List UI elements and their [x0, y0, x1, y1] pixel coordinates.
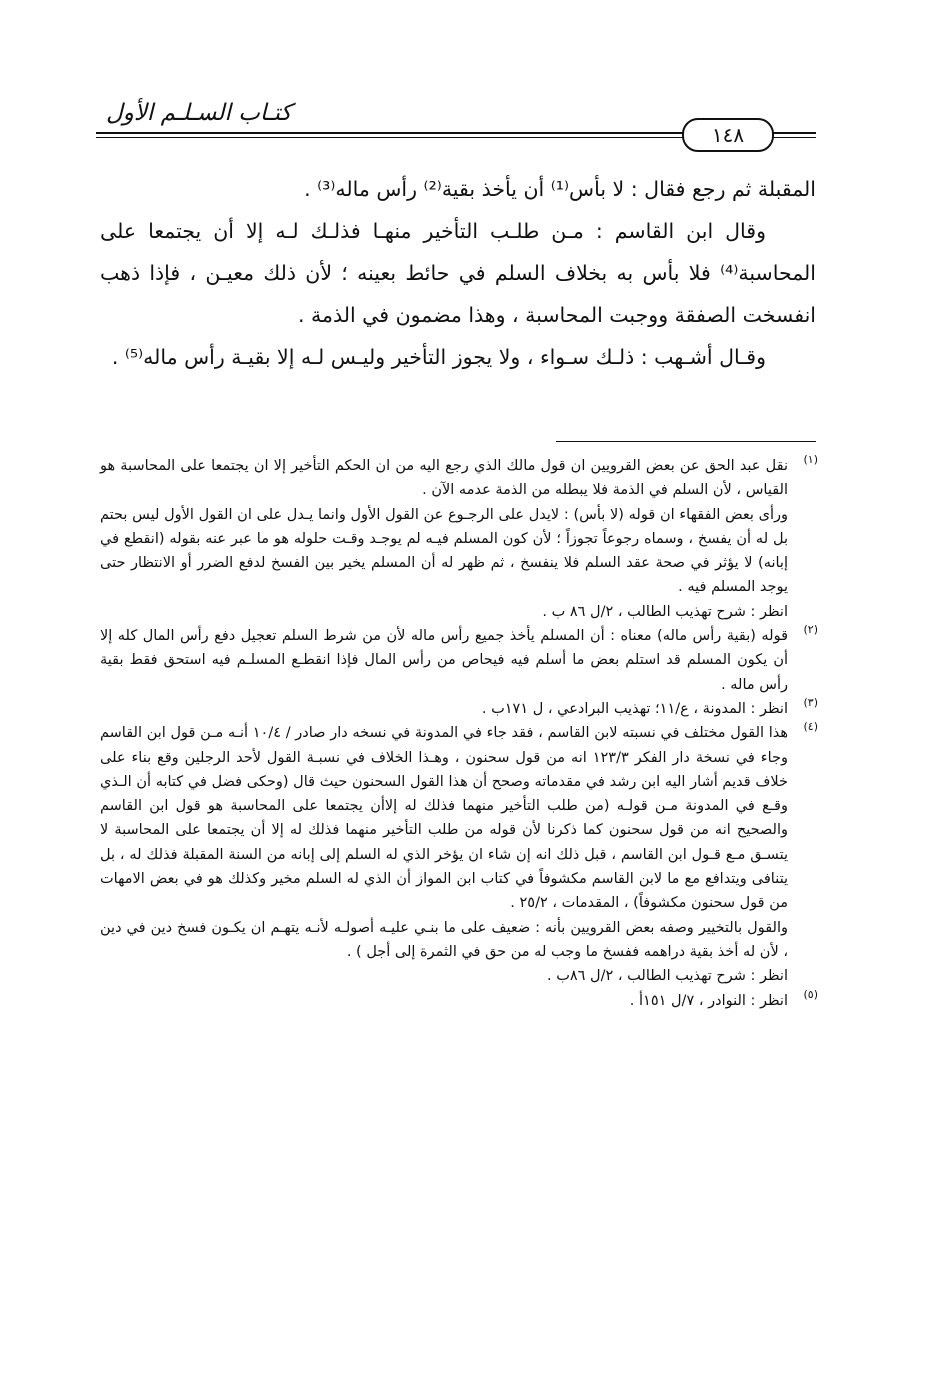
footnote-text: انظر : المدونة ، ع/١١؛ تهذيب البرادعي ، ل ١٧١ب . — [481, 700, 788, 717]
footnote-number: (٣) — [803, 695, 818, 709]
footnote-text: انظر : شرح تهذيب الطالب ، ٢/ل ٨٦ ب . — [542, 603, 788, 620]
footnote-number: (٤) — [803, 720, 818, 734]
page-number: ١٤٨ — [682, 118, 774, 152]
footnote-number: (٥) — [803, 987, 818, 1001]
footnote-text: قوله (بقية رأس ماله) معناه : أن المسلم يأخذ جميع رأس ماله لأن من شرط السلم تعجيل دفع رأس المال كله إلا أن يكون المسلم قد استلم بعض ما أسلم فيه فيحاص من رأس المال فإذا انقطـع المسلـم فيه استحق فقط بقية رأس ماله . — [100, 628, 788, 693]
header-rule-thin — [96, 137, 686, 138]
footnote-number: (٢) — [803, 623, 818, 637]
main-text — [100, 168, 816, 378]
footnote — [100, 454, 818, 624]
footnote-text: انظر : شرح تهذيب الطالب ، ٢/ل ٨٦ب . — [547, 968, 788, 985]
footnote-text: انظر : النوادر ، ٧/ل ١٥١أ . — [629, 992, 788, 1009]
main-paragraph: المقبلة ثم رجع فقال : لا بأس⁽¹⁾ أن يأخذ بقية⁽²⁾ رأس ماله⁽³⁾ . — [304, 177, 816, 201]
footnote-text: ورأى بعض الفقهاء ان قوله (لا بأس) : لايدل على الرجـوع عن القول الأول وانما يـدل على ان القول الأول ليس بحتم بل له أن يفسخ ، وسماه رجوعاً تجوزاً ؛ لأن كون المسلم فيـه لم يوجـد وقـت حلوله هو ما عبر عنه بقوله (انقطع في إبانه) لا يؤثر في صحة عقد السلم فلا ينفسخ ، ثم ظهر له أن المسلم يخير بين الفسخ لدفع الضرر أو الانتظار حتى يوجد المسلم فيه . — [100, 506, 788, 596]
main-paragraph: وقـال أشـهب : ذلـك سـواء ، ولا يجوز التأخير وليـس لـه إلا بقيـة رأس ماله⁽⁵⁾ . — [111, 345, 766, 369]
main-paragraph: وقال ابن القاسم : مـن طلـب التأخير منهـا فذلـك لـه إلا أن يجتمعا على المحاسبة⁽⁴⁾ فلا بأس به بخلاف السلم في حائط بعينه ؛ لأن ذلك معيـن ، فإذا ذهب انفسخت الصفقة ووجبت المحاسبة ، وهذا مضمون في الذمة . — [100, 219, 816, 327]
footnote-text: والقول بالتخيير وصفه بعض القرويين بأنه : ضعيف على ما بنـي عليـه أصولـه لأنـه يتهـم ان يكـون فسخ دين في دين ، لأن له أخذ بقية دراهمه ففسخ ما وجب له من حق في الثمرة إلى أجل ) . — [100, 919, 788, 960]
footnote — [100, 989, 818, 1013]
footnotes — [100, 454, 818, 1013]
footnote — [100, 697, 818, 721]
page-header — [96, 100, 816, 150]
footnote-text: هذا القول مختلف في نسبته لابن القاسم ، فقد جاء في المدونة في نسخه دار صادر / ١٠/٤ أنـه مـن قول ابن القاسم وجاء في نسخة دار الفكر ١٢٣/٣ انه من قول سحنون ، وهـذا الخلاف في نسبـة القول لأحد الرجلين وقع بناء على خلاف قديم أشار اليه ابن رشد في مقدماته وصحح أن هذا القول السحنون حيث قال (وحكى فضل في كتابه أن الـذي وقـع في المدونة مـن قولـه (من طلب التأخير منهما فذلك له إلاأن يجتمعا على المحاسبة هو قول ابن القاسم والصحيح انه من قول سحنون كما ذكرنا لأن قوله من طلب التأخير منهما فذلك له إلا أن يجتمعا على المحاسبة لا يتسـق مـع قـول ابن القاسم ، قبل ذلك انه إن شاء ان يؤخر الذي له السلم إلى إبانه من السنة المقبلة فذلك له ، بل يتنافى ويتدافع مع ما لابن القاسم مكشوفاً في كتاب ابن المواز أن الذي له السلم مخير وكذلك هو في بعض الامهات من قول سحنون مكشوفاً) ، المقدمات ، ٢٥/٢ . — [100, 725, 789, 912]
footnote-separator — [556, 441, 816, 442]
footnote-number: (١) — [803, 453, 818, 466]
running-title: كتـاب السـلـم الأول — [106, 100, 292, 126]
header-rule — [96, 132, 686, 134]
footnote — [100, 624, 818, 697]
footnote — [100, 721, 818, 988]
footnote-text: نقل عبد الحق عن بعض القرويين ان قول مالك الذي رجع اليه من ان الحكم التأخير إلا ان يجتمعا على المحاسبة هو القياس ، لأن السلم في الذمة فلا يبطله من الذمة عدمه الآن . — [100, 458, 788, 499]
